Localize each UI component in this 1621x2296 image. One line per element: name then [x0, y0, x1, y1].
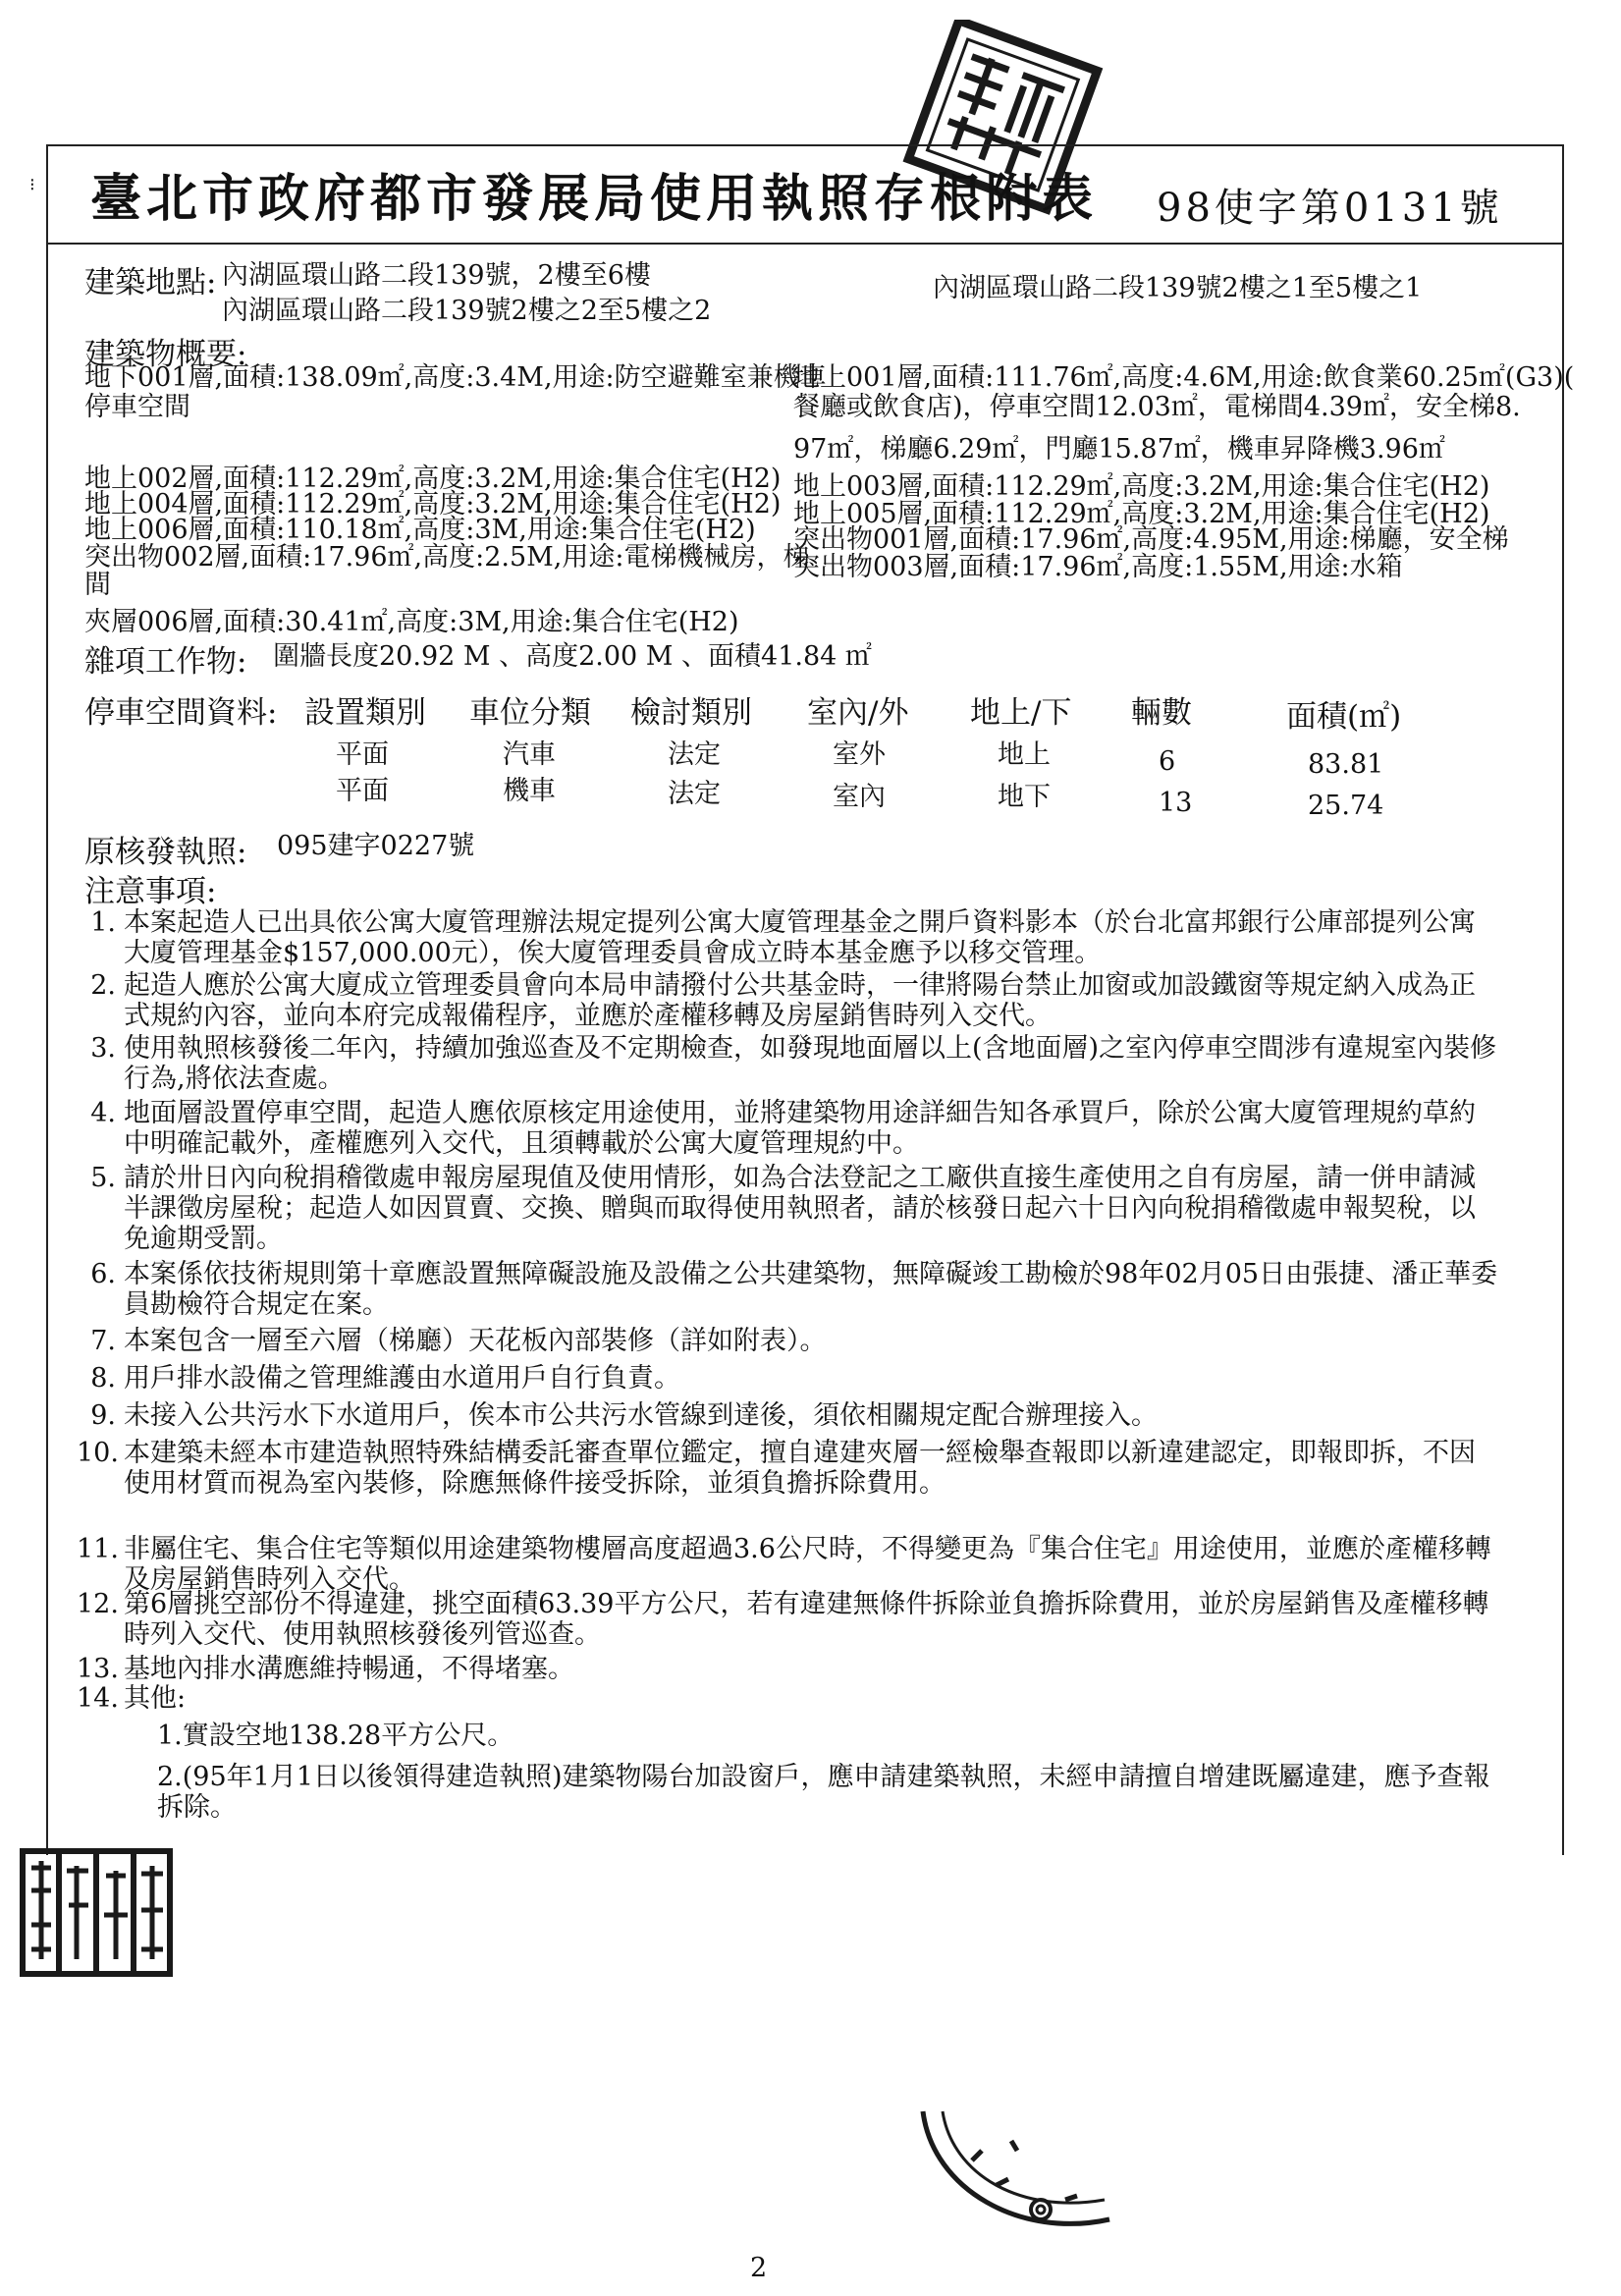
- note-text: 使用執照核發後二年內，持續加強巡查及不定期檢查，如發現地面層以上(含地面層)之室內停車空間涉有違規室內裝修行為,將依法查處。: [124, 1033, 1497, 1094]
- parking-header: 設置類別: [304, 695, 426, 731]
- site-label: 建築地點:: [84, 265, 217, 301]
- note-number: 12.: [77, 1589, 119, 1619]
- note-text: 請於卅日內向稅捐稽徵處申報房屋現值及使用情形，如為合法登記之工廠供直接生產使用之自有房屋，請一併申請減半課徵房屋稅；起造人如因買賣、交換、贈與而取得使用執照者，請於核發日起六十日內向稅捐稽徵處申報契稅，以免逾期受罰。: [124, 1163, 1476, 1254]
- parking-cell: 法定: [668, 779, 721, 809]
- parking-cell: 平面: [336, 776, 389, 806]
- parking-cell: 13: [1159, 788, 1193, 818]
- note-text: 基地內排水溝應維持暢通，不得堵塞。: [124, 1654, 574, 1684]
- note-text: 本案起造人已出具依公寓大廈管理辦法規定提列公寓大廈管理基金之開戶資料影本（於台北富邦銀行公庫部提列公寓大廈管理基金$157,000.00元），俟大廈管理委員會成立時本基金應予以移交管理。: [124, 907, 1476, 968]
- parking-cell: 室內: [833, 782, 886, 812]
- note-number: 7.: [90, 1326, 116, 1356]
- note-text: 本案係依技術規則第十章應設置無障礙設施及設備之公共建築物，無障礙竣工勘檢於98年02月05日由張捷、潘正華委員勘檢符合規定在案。: [124, 1259, 1498, 1320]
- note-sub-item: 1.實設空地138.28平方公尺。: [157, 1721, 514, 1751]
- parking-header: 車位分類: [469, 695, 591, 731]
- overview-right-line: 97㎡，梯廳6.29㎡，門廳15.87㎡，機車昇降機3.96㎡: [793, 434, 1445, 465]
- parking-cell: 汽車: [503, 739, 556, 770]
- note-number: 14.: [77, 1683, 119, 1714]
- note-number: 8.: [90, 1363, 116, 1394]
- note-text: 本案包含一層至六層（梯廳）天花板內部裝修（詳如附表）。: [124, 1326, 827, 1356]
- site-line-1: 內湖區環山路二段139號，2樓至6樓: [222, 260, 651, 291]
- note-text: 其他:: [124, 1683, 187, 1714]
- note-text: 地面層設置停車空間，起造人應依原核定用途使用，並將建築物用途詳細告知各承買戶，除於公寓大廈管理規約草約中明確記載外，產權應列入交代，且須轉載於公寓大廈管理規約中。: [124, 1098, 1476, 1159]
- misc-text: 圍牆長度20.92 M 、高度2.00 M 、面積41.84 ㎡: [273, 641, 872, 672]
- overview-label: 建築物概要:: [84, 337, 247, 372]
- parking-header: 面積(㎡): [1286, 699, 1402, 735]
- overview-right-line: 突出物003層,面積:17.96㎡,高度:1.55M,用途:水箱: [793, 552, 1403, 582]
- parking-cell: 6: [1159, 746, 1176, 777]
- note-number: 13.: [77, 1654, 119, 1684]
- overview-left-line: 地下001層,面積:138.09㎡,高度:3.4M,用途:防空避難室兼機車: [84, 362, 827, 393]
- note-number: 9.: [90, 1400, 116, 1431]
- overview-right-line: 餐廳或飲食店)，停車空間12.03㎡，電梯間4.39㎡，安全梯8.: [793, 392, 1521, 422]
- page-title: 臺北市政府都市發展局使用執照存根附表: [90, 169, 1099, 229]
- note-text: 第6層挑空部份不得違建，挑空面積63.39平方公尺，若有違建無條件拆除並負擔拆除費用，並於房屋銷售及產權移轉時列入交代、使用執照核發後列管巡查。: [124, 1589, 1489, 1650]
- parking-cell: 機車: [503, 776, 556, 806]
- overview-left-line: 突出物002層,面積:17.96㎡,高度:2.5M,用途:電梯機械房，梯: [84, 542, 810, 573]
- overview-left-line: 夾層006層,面積:30.41㎡,高度:3M,用途:集合住宅(H2): [84, 607, 739, 637]
- note-number: 6.: [90, 1259, 116, 1289]
- parking-cell: 83.81: [1308, 749, 1384, 780]
- original-license-value: 095建字0227號: [277, 831, 475, 861]
- document-number: 98使字第0131號: [1157, 186, 1503, 231]
- overview-left-line: 地上006層,面積:110.18㎡,高度:3M,用途:集合住宅(H2): [84, 515, 756, 545]
- note-text: 用戶排水設備之管理維護由水道用戶自行負責。: [124, 1363, 680, 1394]
- parking-label: 停車空間資料:: [84, 695, 278, 731]
- site-line-2: 內湖區環山路二段139號2樓之2至5樓之2: [222, 296, 712, 326]
- note-sub-item: 2.(95年1月1日以後領得建造執照)建築物陽台加設窗戶，應申請建築執照，未經申請擅自增建既屬違建，應予查報拆除。: [157, 1762, 1490, 1823]
- official-seal-left: [18, 1846, 175, 1984]
- overview-left-line: 地上004層,面積:112.29㎡,高度:3.2M,用途:集合住宅(H2): [84, 489, 782, 519]
- parking-cell: 25.74: [1308, 791, 1384, 821]
- notes-label: 注意事項:: [84, 874, 217, 909]
- note-text: 起造人應於公寓大廈成立管理委員會向本局申請撥付公共基金時，一律將陽台禁止加窗或加設鐵窗等規定納入成為正式規約內容，並向本府完成報備程序，並應於產權移轉及房屋銷售時列入交代。: [124, 970, 1476, 1031]
- note-text: 本建築未經本市建造執照特殊結構委託審查單位鑑定，擅自違建夾層一經檢舉查報即以新違建認定，即報即拆，不因使用材質而視為室內裝修，除應無條件接受拆除，並須負擔拆除費用。: [124, 1438, 1476, 1499]
- parking-header: 檢討類別: [630, 695, 752, 731]
- site-line-1-right: 內湖區環山路二段139號2樓之1至5樓之1: [933, 273, 1423, 303]
- note-text: 未接入公共污水下水道用戶，俟本市公共污水管線到達後，須依相關規定配合辦理接入。: [124, 1400, 1158, 1431]
- overview-right-line: 地上001層,面積:111.76㎡,高度:4.6M,用途:飲食業60.25㎡(G3)(: [793, 362, 1575, 393]
- note-number: 11.: [77, 1534, 119, 1564]
- original-license-label: 原核發執照:: [84, 835, 247, 870]
- margin-mark: ⁝: [29, 175, 35, 195]
- note-number: 5.: [90, 1163, 116, 1193]
- note-number: 4.: [90, 1098, 116, 1128]
- parking-header: 室內/外: [807, 695, 909, 731]
- overview-right-line: 地上003層,面積:112.29㎡,高度:3.2M,用途:集合住宅(H2): [793, 471, 1490, 502]
- note-text: 非屬住宅、集合住宅等類似用途建築物樓層高度超過3.6公尺時，不得變更為『集合住宅』用途使用，並應於產權移轉及房屋銷售時列入交代。: [124, 1534, 1491, 1595]
- misc-label: 雜項工作物:: [84, 644, 247, 680]
- overview-left-line: 間: [84, 570, 111, 600]
- parking-cell: 室外: [833, 739, 886, 770]
- parking-cell: 平面: [336, 739, 389, 770]
- overview-left-line: 地上002層,面積:112.29㎡,高度:3.2M,用途:集合住宅(H2): [84, 464, 782, 494]
- note-number: 1.: [90, 907, 116, 938]
- parking-header: 地上/下: [970, 695, 1072, 731]
- parking-cell: 地下: [998, 782, 1051, 812]
- parking-cell: 法定: [668, 739, 721, 770]
- parking-cell: 地上: [998, 739, 1051, 770]
- overview-right-line: 地上005層,面積:112.29㎡,高度:3.2M,用途:集合住宅(H2): [793, 499, 1490, 529]
- note-number: 10.: [77, 1438, 119, 1468]
- note-number: 2.: [90, 970, 116, 1001]
- round-seal-bottom: [903, 2102, 1129, 2249]
- header-underline: [46, 243, 1562, 245]
- overview-left-line: 停車空間: [84, 392, 190, 422]
- page-number: 2: [750, 2253, 768, 2283]
- overview-right-line: 突出物001層,面積:17.96㎡,高度:4.95M,用途:梯廳，安全梯: [793, 524, 1509, 555]
- parking-header: 輛數: [1131, 695, 1192, 731]
- note-number: 3.: [90, 1033, 116, 1064]
